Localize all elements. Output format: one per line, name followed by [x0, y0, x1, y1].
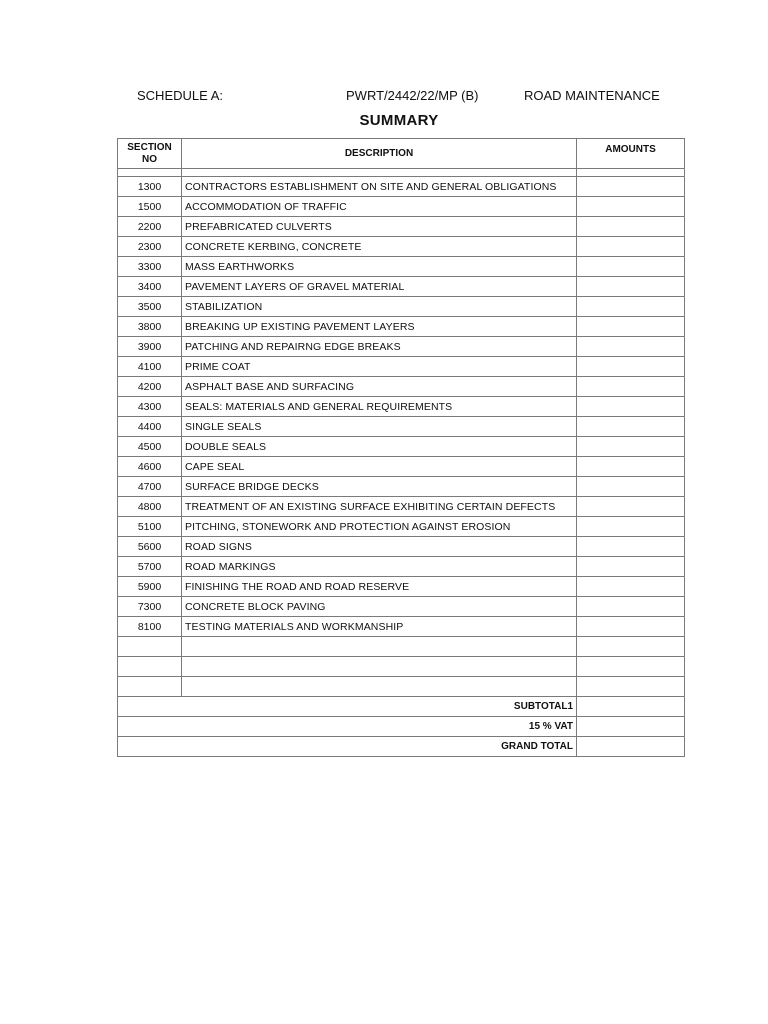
section-number: 3300 [118, 257, 182, 277]
amount-cell [577, 357, 685, 377]
table-header-row [118, 139, 685, 169]
amount-cell [577, 557, 685, 577]
page-title [0, 112, 768, 129]
column-header-section: SECTION NO [118, 139, 182, 169]
summary-table [117, 138, 685, 757]
section-description: CAPE SEAL [182, 457, 577, 477]
contract-number: PWRT/2442/22/MP (B) [346, 88, 479, 103]
section-number: 1500 [118, 197, 182, 217]
section-number: 4300 [118, 397, 182, 417]
table-row [118, 397, 685, 417]
subtotal-amount-cell [577, 697, 685, 717]
section-description: CONTRACTORS ESTABLISHMENT ON SITE AND GENERAL OBLIGATIONS [182, 177, 577, 197]
section-description: FINISHING THE ROAD AND ROAD RESERVE [182, 577, 577, 597]
table-row [118, 277, 685, 297]
blank-row [118, 637, 685, 657]
amount-cell [577, 397, 685, 417]
amount-cell [577, 337, 685, 357]
spacer-cell [182, 169, 577, 177]
amount-cell [577, 537, 685, 557]
section-number: 5900 [118, 577, 182, 597]
blank-cell [118, 677, 182, 697]
vat-label: 15 % VAT [118, 717, 577, 737]
section-description: PREFABRICATED CULVERTS [182, 217, 577, 237]
blank-cell [182, 677, 577, 697]
amount-cell [577, 177, 685, 197]
table-row [118, 577, 685, 597]
section-number: 2200 [118, 217, 182, 237]
section-number: 3800 [118, 317, 182, 337]
table-row [118, 257, 685, 277]
section-description: TESTING MATERIALS AND WORKMANSHIP [182, 617, 577, 637]
amount-cell [577, 377, 685, 397]
table-row [118, 357, 685, 377]
blank-row [118, 677, 685, 697]
blank-amount-cell [577, 637, 685, 657]
amount-cell [577, 517, 685, 537]
table-row [118, 317, 685, 337]
section-description: CONCRETE BLOCK PAVING [182, 597, 577, 617]
amount-cell [577, 417, 685, 437]
table-row [118, 597, 685, 617]
section-description: TREATMENT OF AN EXISTING SURFACE EXHIBITING CERTAIN DEFECTS [182, 497, 577, 517]
table-row [118, 377, 685, 397]
table-row [118, 297, 685, 317]
amount-cell [577, 197, 685, 217]
table-row [118, 437, 685, 457]
section-number: 4500 [118, 437, 182, 457]
table-row [118, 217, 685, 237]
section-number: 8100 [118, 617, 182, 637]
grand-total-amount-cell [577, 737, 685, 757]
section-description: PAVEMENT LAYERS OF GRAVEL MATERIAL [182, 277, 577, 297]
amount-cell [577, 217, 685, 237]
section-number: 4400 [118, 417, 182, 437]
vat-amount-cell [577, 717, 685, 737]
section-description: BREAKING UP EXISTING PAVEMENT LAYERS [182, 317, 577, 337]
section-description: ACCOMMODATION OF TRAFFIC [182, 197, 577, 217]
amount-cell [577, 237, 685, 257]
spacer-cell [118, 169, 182, 177]
project-title: ROAD MAINTENANCE [524, 88, 660, 103]
blank-cell [182, 657, 577, 677]
column-header-amounts: AMOUNTS [577, 139, 685, 169]
amount-cell [577, 497, 685, 517]
amount-cell [577, 477, 685, 497]
table-row [118, 197, 685, 217]
vat-row [118, 717, 685, 737]
table-row [118, 517, 685, 537]
blank-amount-cell [577, 657, 685, 677]
amount-cell [577, 317, 685, 337]
table-row [118, 557, 685, 577]
amount-cell [577, 597, 685, 617]
table-row [118, 237, 685, 257]
section-description: SINGLE SEALS [182, 417, 577, 437]
section-number: 4700 [118, 477, 182, 497]
section-number: 5100 [118, 517, 182, 537]
blank-cell [118, 637, 182, 657]
section-number: 4100 [118, 357, 182, 377]
table-row [118, 457, 685, 477]
blank-amount-cell [577, 677, 685, 697]
spacer-cell [577, 169, 685, 177]
column-header-description: DESCRIPTION [182, 139, 577, 169]
amount-cell [577, 277, 685, 297]
schedule-label: SCHEDULE A: [137, 88, 223, 103]
grand-total-label: GRAND TOTAL [118, 737, 577, 757]
table-row [118, 617, 685, 637]
section-description: SEALS: MATERIALS AND GENERAL REQUIREMENTS [182, 397, 577, 417]
amount-cell [577, 257, 685, 277]
section-description: ROAD MARKINGS [182, 557, 577, 577]
section-description: SURFACE BRIDGE DECKS [182, 477, 577, 497]
amount-cell [577, 457, 685, 477]
amount-cell [577, 577, 685, 597]
section-number: 5600 [118, 537, 182, 557]
section-number: 4600 [118, 457, 182, 477]
section-number: 4800 [118, 497, 182, 517]
section-description: MASS EARTHWORKS [182, 257, 577, 277]
section-number: 1300 [118, 177, 182, 197]
section-description: STABILIZATION [182, 297, 577, 317]
spacer-row [118, 169, 685, 177]
grand-total-row [118, 737, 685, 757]
table-row [118, 337, 685, 357]
section-number: 2300 [118, 237, 182, 257]
section-number: 3900 [118, 337, 182, 357]
section-description: ROAD SIGNS [182, 537, 577, 557]
subtotal-row [118, 697, 685, 717]
page-title-text: SUMMARY [359, 112, 439, 129]
subtotal-label: SUBTOTAL1 [118, 697, 577, 717]
section-description: PATCHING AND REPAIRNG EDGE BREAKS [182, 337, 577, 357]
blank-cell [118, 657, 182, 677]
section-number: 5700 [118, 557, 182, 577]
section-number: 3500 [118, 297, 182, 317]
table-row [118, 417, 685, 437]
table-row [118, 537, 685, 557]
section-description: PITCHING, STONEWORK AND PROTECTION AGAINST EROSION [182, 517, 577, 537]
document-header [0, 88, 768, 106]
section-description: PRIME COAT [182, 357, 577, 377]
section-description: ASPHALT BASE AND SURFACING [182, 377, 577, 397]
table-row [118, 477, 685, 497]
section-description: DOUBLE SEALS [182, 437, 577, 457]
blank-row [118, 657, 685, 677]
amount-cell [577, 617, 685, 637]
section-number: 4200 [118, 377, 182, 397]
section-description: CONCRETE KERBING, CONCRETE [182, 237, 577, 257]
amount-cell [577, 297, 685, 317]
section-number: 7300 [118, 597, 182, 617]
table-row [118, 177, 685, 197]
table-row [118, 497, 685, 517]
amount-cell [577, 437, 685, 457]
section-number: 3400 [118, 277, 182, 297]
blank-cell [182, 637, 577, 657]
